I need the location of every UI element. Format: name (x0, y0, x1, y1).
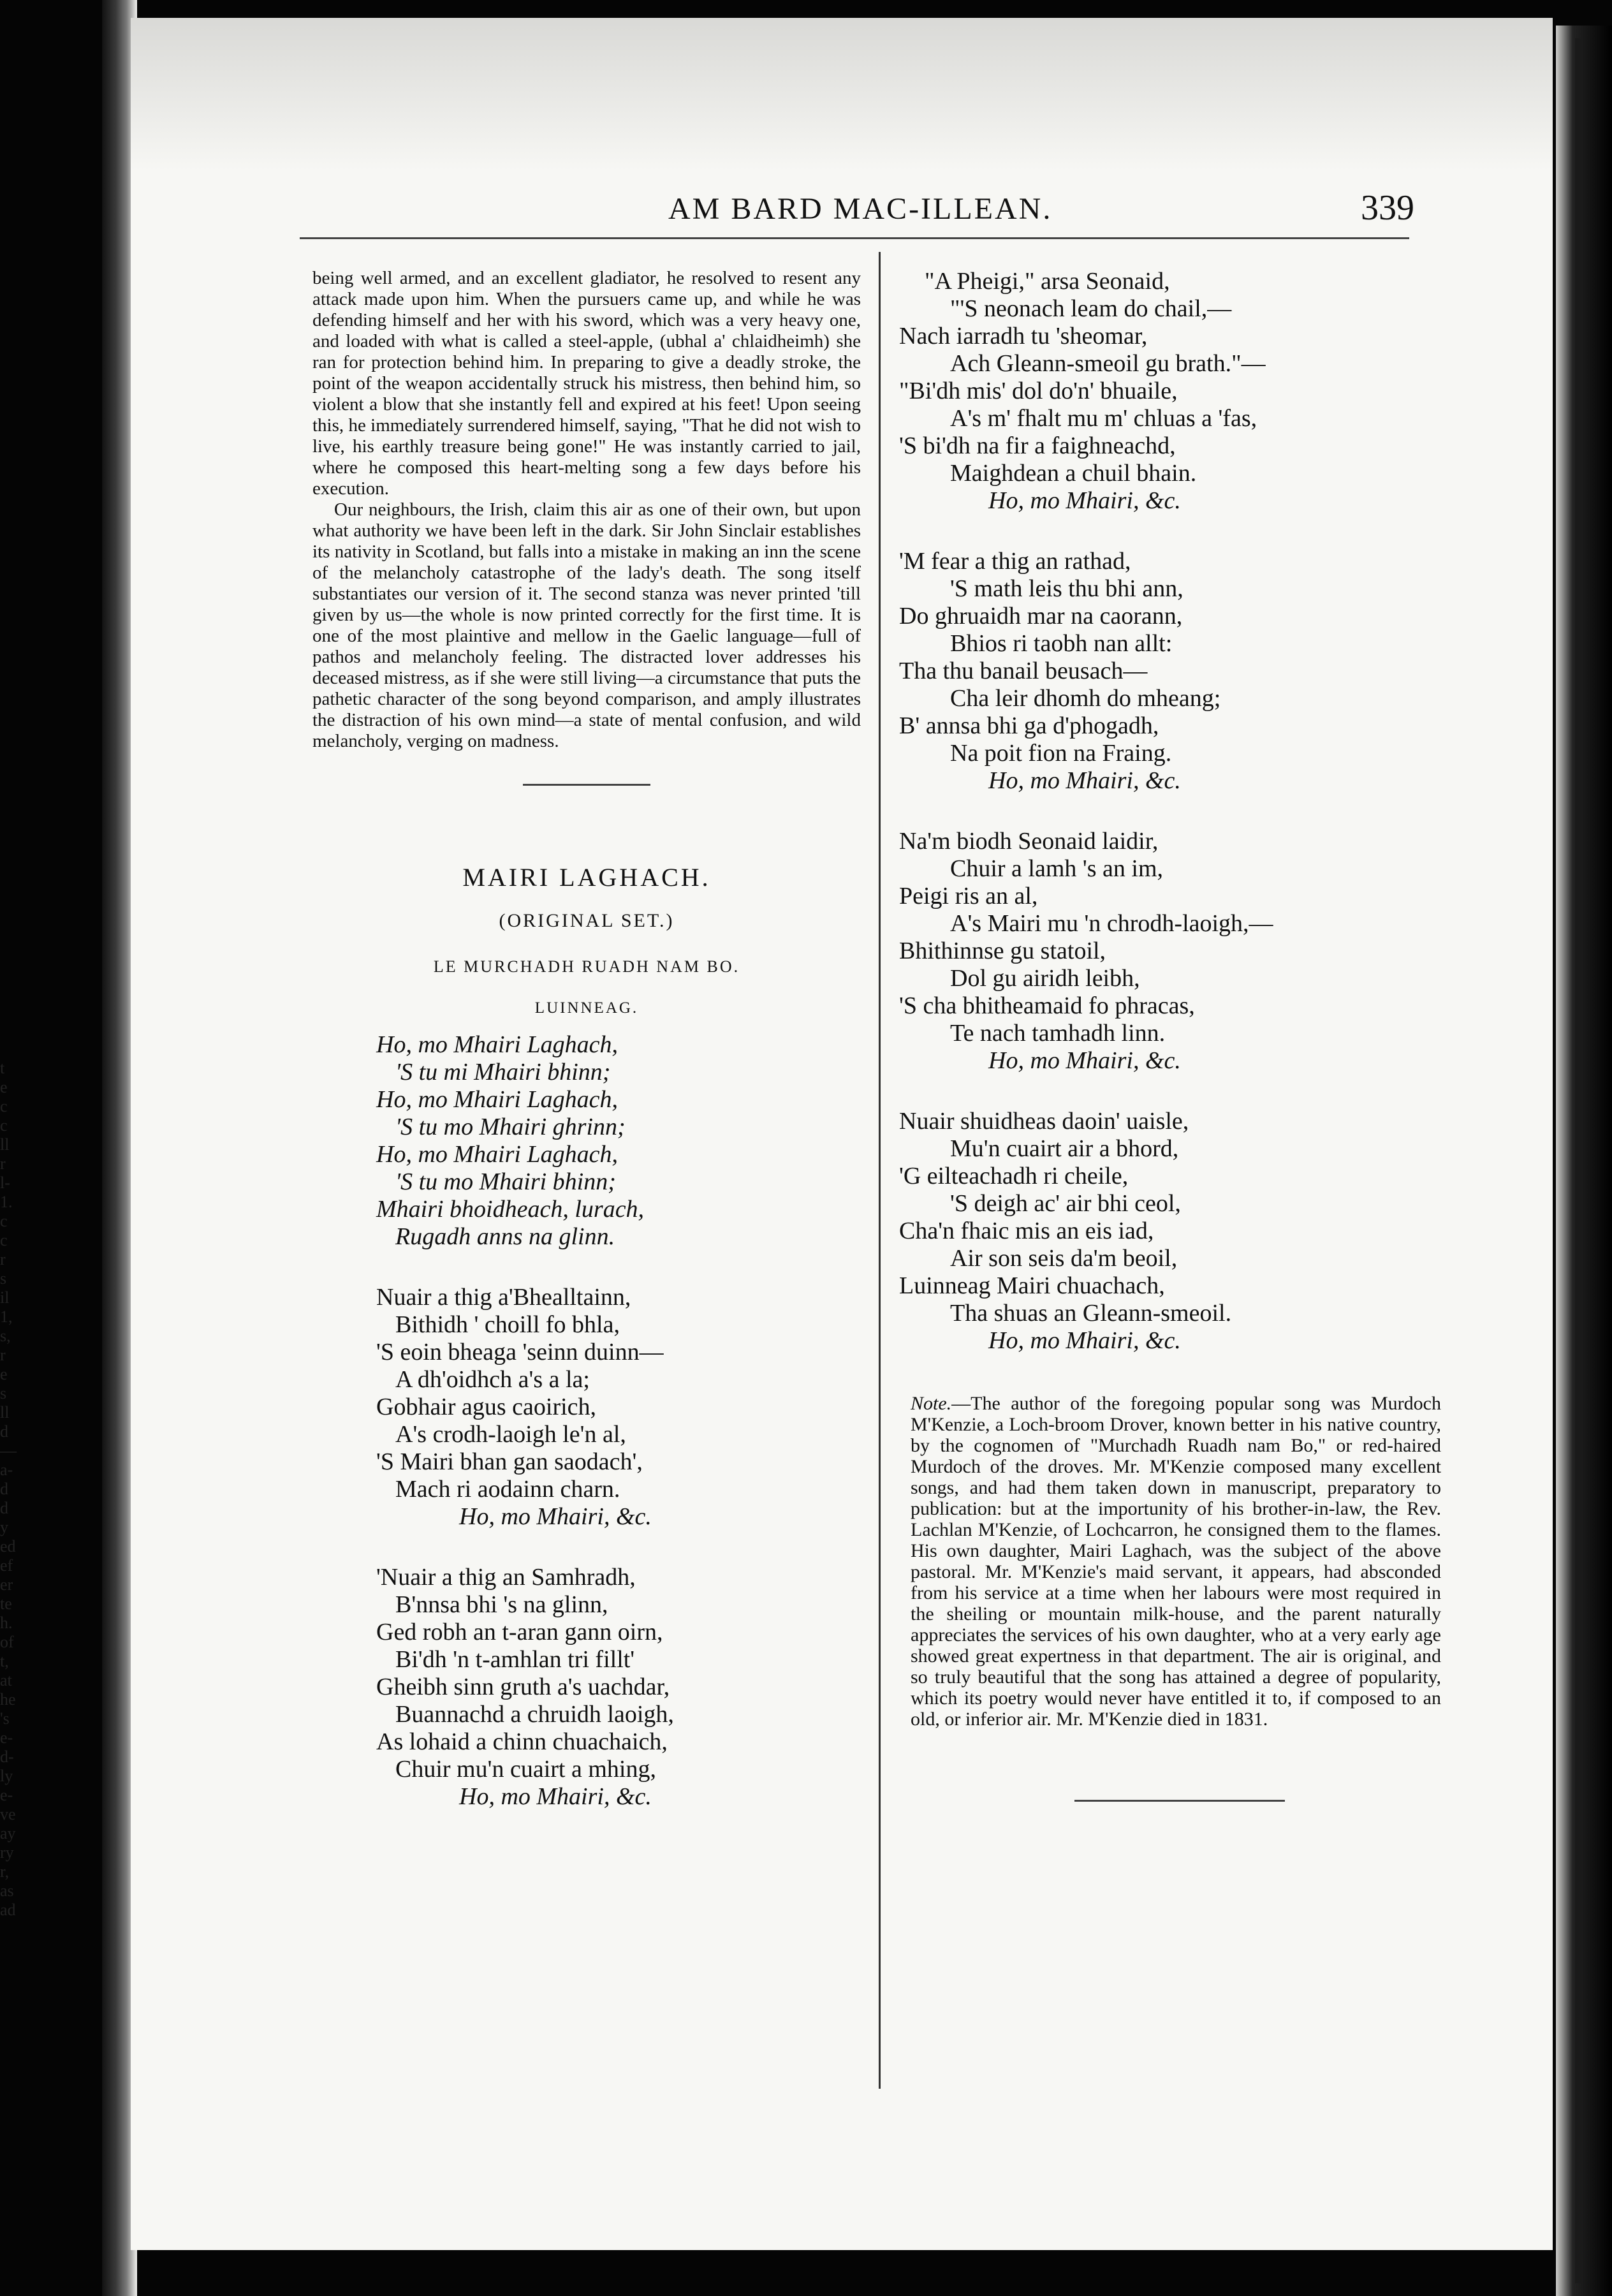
refrain-tag: Ho, mo Mhairi, &c. (988, 487, 1181, 514)
fragment-glyph: c (0, 1212, 8, 1230)
fragment-glyph: d- (0, 1748, 14, 1766)
verse-line: Bhithinnse gu statoil, (899, 938, 1106, 964)
fragment-glyph: r (0, 1346, 6, 1364)
verse-line: As lohaid a chinn chuachaich, (376, 1728, 668, 1755)
verse-line: "Bi'dh mis' dol do'n' bhuaile, (899, 378, 1178, 404)
refrain-tag: Ho, mo Mhairi, &c. (988, 767, 1181, 794)
fragment-glyph: il (0, 1288, 10, 1307)
verse-line: Na poit fion na Fraing. (950, 740, 1172, 767)
prose-paragraph: being well armed, and an excellent gladiator, he resolved to resent any attack made upon him. When the pursuers came up, and while he was defending himself and her with his sword, which was a very heavy one, and loaded with what is called a steel-apple, (ubhal a' chlaidheimh) she ran for protection behind him. In preparing to give a deadly stroke, the point of the weapon accidentally struck his mistress, then behind him, so violent a blow that she instantly fell and expired at his feet! Upon seeing this, he immediately surrendered himself, saying, "That he did not wish to live, his earthly treasure being gone!" He was instantly carried to jail, where he composed this heart-melting song a few days before his execution. (312, 268, 861, 499)
stanza (899, 828, 1441, 1075)
fragment-glyph: t (0, 1059, 5, 1077)
verse-line: A's crodh-laoigh le'n al, (395, 1421, 626, 1448)
song-title: MAIRI LAGHACH. (462, 863, 711, 892)
fragment-glyph: s, (0, 1327, 11, 1345)
right-column (899, 268, 1441, 1802)
page-number: 339 (1361, 188, 1414, 228)
fragment-glyph: at (0, 1671, 12, 1689)
verse-line: Chuir mu'n cuairt a mhing, (395, 1756, 656, 1783)
fragment-glyph: r (0, 1250, 6, 1269)
footnote (899, 1393, 1441, 1730)
fragment-glyph: d (0, 1422, 8, 1441)
verse-line: Nuair shuidheas daoin' uaisle, (899, 1108, 1189, 1135)
fragment-glyph: er (0, 1575, 13, 1594)
verse-line: Gheibh sinn gruth a's uachdar, (376, 1674, 670, 1700)
verse-line: 'S bi'dh na fir a faighneachd, (899, 432, 1176, 459)
verse-line: 'S math leis thu bhi ann, (950, 575, 1183, 602)
fragment-glyph: s (0, 1269, 7, 1288)
fragment-glyph: t, (0, 1652, 9, 1670)
chorus-line: Ho, mo Mhairi Laghach, (376, 1086, 618, 1113)
fragment-glyph: ry (0, 1843, 14, 1862)
verse-line: A dh'oidhch a's a la; (395, 1366, 590, 1393)
fragment-glyph: of (0, 1633, 14, 1651)
fragment-glyph: h. (0, 1614, 13, 1632)
refrain-tag: Ho, mo Mhairi, &c. (459, 1503, 652, 1530)
verse-line: Bi'dh 'n t-amhlan tri fillt' (395, 1646, 635, 1673)
verse-line: Na'm biodh Seonaid laidir, (899, 828, 1159, 855)
fragment-glyph: he (0, 1690, 16, 1709)
fragment-glyph: as (0, 1881, 14, 1900)
note-label: Note. (911, 1393, 952, 1414)
fragment-glyph: e (0, 1365, 8, 1383)
verse-line: Gobhair agus caoirich, (376, 1394, 597, 1420)
fragment-glyph: c (0, 1097, 8, 1115)
verse-line: Mu'n cuairt air a bhord, (950, 1135, 1179, 1162)
fragment-glyph: r, (0, 1862, 10, 1881)
chorus-line: 'S tu mo Mhairi bhinn; (395, 1168, 616, 1195)
chorus-line: Rugadh anns na glinn. (395, 1223, 615, 1250)
prose-paragraph: Our neighbours, the Irish, claim this air as one of their own, but upon what authority we have been left in the dark. Sir John Sinclair establishes its nativity in Scotland, but falls into a mistake in making an inn the scene of the melancholy catastrophe of the lady's death. The song itself substantiates our version of it. The second stanza was never printed 'till given by us—the whole is now printed correctly for the first time. It is one of the most plaintive and mellow in the Gaelic language—full of pathos and melancholy feeling. The distracted lover addresses his deceased mistress, as if she were still living—a circumstance that puts the pathetic character of the song beyond comparison, and amply illustrates the distraction of his own mind—a state of mental confusion, and wild melancholy, verging on madness. (312, 499, 861, 751)
header-rule (300, 237, 1409, 239)
verse-line: Bithidh ' choill fo bhla, (395, 1311, 620, 1338)
verse-line: Luinneag Mairi chuachach, (899, 1272, 1165, 1299)
fragment-glyph: e- (0, 1786, 13, 1804)
fragment-glyph: ll (0, 1403, 10, 1422)
verse-line: Ged robh an t-aran gann oirn, (376, 1619, 663, 1645)
verse-line: Dol gu airidh leibh, (950, 965, 1140, 992)
fragment-glyph: e- (0, 1728, 13, 1747)
chorus-line: Ho, mo Mhairi Laghach, (376, 1141, 618, 1168)
fragment-glyph: 's (0, 1709, 10, 1728)
verse-line: Mach ri aodainn charn. (395, 1476, 620, 1503)
fragment-glyph: — (0, 1441, 17, 1460)
fragment-glyph: r (0, 1154, 6, 1173)
fragment-glyph: y (0, 1518, 8, 1536)
chorus-heading: LUINNEAG. (534, 999, 639, 1017)
page-edge-bar (1575, 38, 1583, 2283)
verse-line: Cha'n fhaic mis an eis iad, (899, 1218, 1154, 1244)
fragment-glyph: ad (0, 1901, 16, 1919)
fragment-glyph: d (0, 1499, 8, 1517)
verse-line: 'S cha bhitheamaid fo phracas, (899, 992, 1195, 1019)
fragment-glyph: s (0, 1384, 7, 1402)
verse-line: Te nach tamhadh linn. (950, 1020, 1166, 1047)
stanza (899, 1108, 1441, 1355)
verse-line: Tha thu banail beusach— (899, 658, 1148, 684)
fragment-glyph: e (0, 1078, 8, 1096)
section-rule (1074, 1800, 1285, 1802)
fragment-glyph: ll (0, 1135, 10, 1154)
chorus-line: Ho, mo Mhairi Laghach, (376, 1031, 618, 1058)
verse-line: Nuair a thig a'Bhealltainn, (376, 1284, 631, 1311)
verse-line: Chuir a lamh 's an im, (950, 855, 1164, 882)
verse-line: Air son seis da'm beoil, (950, 1245, 1178, 1272)
stanza (312, 1284, 861, 1531)
verse-line: 'Nuair a thig an Samhradh, (376, 1564, 636, 1591)
fragment-glyph: 1. (0, 1193, 13, 1211)
verse-line: 'S deigh ac' air bhi ceol, (950, 1190, 1181, 1217)
refrain-tag: Ho, mo Mhairi, &c. (988, 1327, 1181, 1354)
note-text: —The author of the foregoing popular song was Murdoch M'Kenzie, a Loch-broom Drover, known better in his native country, by the cognomen of "Murchadh Ruadh nam Bo," or red-haired Murdoch of the droves. Mr. M'Kenzie composed many excellent songs, and had them taken down in manuscript, preparatory to publication: but at the importunity of his brother-in-law, the Rev. Lachlan M'Kenzie, of Lochcarron, he consigned them to the flames. His own daughter, Mairi Laghach, was the subject of the above pastoral. Mr. M'Kenzie's maid servant, it appears, had absconded from his service at a time when her labours were most required in the sheiling or mountain milk-house, and the parent naturally appreciates the services of his own daughter, who at a very early age showed great expertness in that department. The air is original, and so truly beautiful that the song has attained a degree of popularity, which its poetry would never have entitled it to, if composed to an old, or inferior air. Mr. M'Kenzie died in 1831. (911, 1393, 1441, 1730)
verse-line: 'S eoin bheaga 'seinn duinn— (376, 1339, 664, 1365)
verse-line: "'S neonach leam do chail,— (950, 295, 1232, 322)
fragment-glyph: c (0, 1231, 8, 1249)
verse-line: B'nnsa bhi 's na glinn, (395, 1591, 608, 1618)
fragment-glyph: d (0, 1480, 8, 1498)
fragment-glyph: c (0, 1116, 8, 1135)
chorus-line: Mhairi bhoidheach, lurach, (376, 1196, 645, 1223)
verse-line: 'M fear a thig an rathad, (899, 548, 1131, 575)
fragment-glyph: ve (0, 1805, 16, 1823)
fragment-glyph: l- (0, 1174, 10, 1192)
fragment-glyph: ly (0, 1767, 13, 1785)
facing-page-fragment (0, 1059, 19, 2143)
song-author: LE MURCHADH RUADH NAM BO. (433, 957, 740, 976)
verse-line: Maighdean a chuil bhain. (950, 460, 1197, 487)
section-rule (523, 784, 650, 786)
verse-line: Nach iarradh tu 'sheomar, (899, 323, 1148, 350)
fragment-glyph: ed (0, 1537, 16, 1556)
verse-line: Cha leir dhomh do mheang; (950, 685, 1221, 712)
refrain-tag: Ho, mo Mhairi, &c. (459, 1783, 652, 1810)
left-column (312, 268, 861, 1811)
song-subtitle: (ORIGINAL SET.) (499, 910, 675, 931)
fragment-glyph: 1, (0, 1307, 13, 1326)
verse-line: Do ghruaidh mar na caorann, (899, 603, 1183, 629)
fragment-glyph: ay (0, 1824, 16, 1843)
chorus-line: 'S tu mo Mhairi ghrinn; (395, 1114, 626, 1140)
running-title: AM BARD MAC-ILLEAN. (668, 192, 1053, 226)
stanza (899, 268, 1441, 515)
verse-line: "A Pheigi," arsa Seonaid, (925, 268, 1170, 295)
stanza (899, 548, 1441, 795)
verse-line: 'S Mairi bhan gan saodach', (376, 1448, 643, 1475)
verse-line: Buannachd a chruidh laoigh, (395, 1701, 674, 1728)
verse-line: A's Mairi mu 'n chrodh-laoigh,— (950, 910, 1273, 937)
chorus (312, 1031, 861, 1251)
prose-text (312, 268, 861, 752)
page-header (668, 188, 1414, 230)
verse-line: A's m' fhalt mu m' chluas a 'fas, (950, 405, 1257, 432)
chorus-line: 'S tu mi Mhairi bhinn; (395, 1059, 611, 1085)
fragment-glyph: a- (0, 1461, 13, 1479)
column-divider (879, 252, 881, 2089)
verse-line: Peigi ris an al, (899, 883, 1038, 909)
verse-line: B' annsa bhi ga d'phogadh, (899, 712, 1159, 739)
fragment-glyph: te (0, 1594, 12, 1613)
stanza (312, 1564, 861, 1811)
page-edge-shadow (1556, 26, 1612, 2296)
verse-line: 'G eilteachadh ri cheile, (899, 1163, 1129, 1189)
fragment-glyph: ef (0, 1556, 13, 1575)
verse-line: Bhios ri taobh nan allt: (950, 630, 1173, 657)
verse-line: Ach Gleann-smeoil gu brath."— (950, 350, 1266, 377)
verse-line: Tha shuas an Gleann-smeoil. (950, 1300, 1232, 1327)
refrain-tag: Ho, mo Mhairi, &c. (988, 1047, 1181, 1074)
